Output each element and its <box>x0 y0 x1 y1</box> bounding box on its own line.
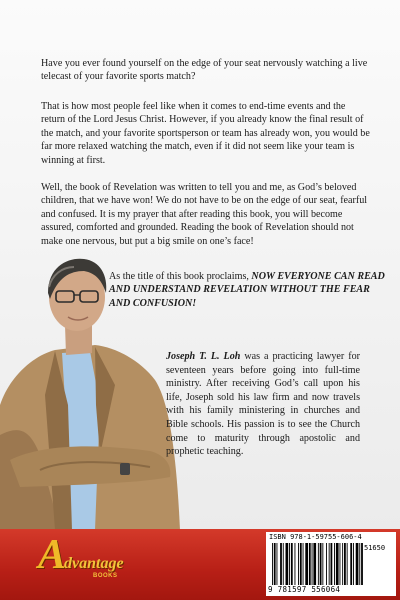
barcode-bar <box>356 543 359 585</box>
author-bio <box>166 350 360 459</box>
publisher-logo-sub: BOOKS <box>93 573 118 579</box>
barcode-bar <box>289 543 290 585</box>
barcode-bar <box>272 543 273 585</box>
barcode-bar <box>361 543 363 585</box>
price-code: 51650 <box>364 544 386 552</box>
isbn-text: ISBN 978-1-59755-606-4 <box>269 533 362 541</box>
barcode-bar <box>291 543 293 585</box>
barcode-box <box>266 532 396 596</box>
barcode-bar <box>300 543 302 585</box>
barcode-bar <box>329 543 330 585</box>
barcode-bar <box>340 543 341 585</box>
publisher-logo-letter: A <box>38 532 67 578</box>
barcode-bar <box>280 543 282 585</box>
barcode-bar <box>313 543 316 585</box>
intro-paragraph-3: Well, the book of Revelation was written to tell you and me, as God’s beloved children, that we have won! We do not have to be on the edge of our seat, fearful and confused. It is my prayer that after reading this book, you will become assured, comforted and grounded. Reading the book of Revelation should not make one nervous, but put a big smile on one’s face! <box>41 182 368 247</box>
barcode-bar <box>347 543 348 585</box>
author-photo <box>0 255 182 530</box>
barcode-bar <box>320 543 322 585</box>
barcode-bar <box>295 543 296 585</box>
intro-paragraph-1: Have you ever found yourself on the edge of your seat nervously watching a live telecast of your favorite sports match? <box>41 58 368 83</box>
barcode-bar <box>342 543 343 585</box>
author-bio-text: was a practicing lawyer for seventeen years before going into full-time ministry. After receiving God’s call upon his life, Joseph sold his law firm and now travels with his family ministering in churches and Bible schools. His passion is to see the Church come to maturity through apostolic and prophetic teaching. <box>166 351 360 458</box>
barcode-bar <box>334 543 335 585</box>
barcode-bar <box>359 543 360 585</box>
barcode-bar <box>344 543 346 585</box>
barcode-bar <box>331 543 333 585</box>
barcode-bar <box>298 543 299 585</box>
barcode-bar <box>277 543 278 585</box>
intro-paragraph-2: That is how most people feel like when it comes to end-time events and the return of the Lord Jesus Christ. However, if you already know the final result of the match, and your favorite sportsperson or team has already won, you would be far more relaxed watching the match, even if it did not seem like your team is winning at first. <box>41 101 370 166</box>
proclamation-lead: As the title of this book proclaims, <box>109 271 252 282</box>
barcode-bar <box>305 543 308 585</box>
publisher-logo-word: dvantage <box>64 555 124 572</box>
author-name: Joseph T. L. Loh <box>166 351 241 362</box>
proclamation-emphasis: NOW EVERYONE CAN READ AND UNDERSTAND REVELATION WITHOUT THE FEAR AND CONFUSION! <box>109 271 385 309</box>
barcode-bar <box>303 543 304 585</box>
barcode-bar <box>286 543 289 585</box>
barcode-bar <box>336 543 339 585</box>
barcode-bar <box>322 543 323 585</box>
barcode-bar <box>353 543 354 585</box>
barcode-bar <box>350 543 352 585</box>
barcode-bar <box>274 543 276 585</box>
barcode-bar <box>309 543 311 585</box>
barcode-bar <box>318 543 319 585</box>
barcode-bar <box>312 543 313 585</box>
publisher-logo <box>38 532 138 582</box>
barcode-bar <box>283 543 284 585</box>
barcode-bar <box>326 543 327 585</box>
ean-digits: 9 781597 556064 <box>268 585 341 594</box>
